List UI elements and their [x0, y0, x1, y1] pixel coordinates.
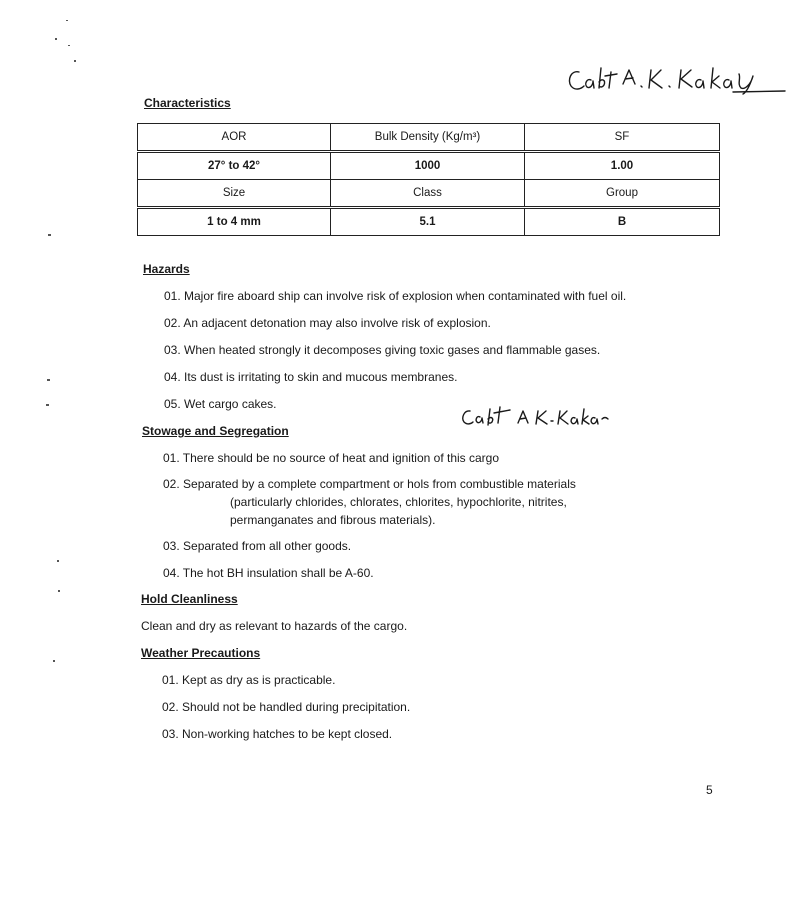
scan-speck	[74, 60, 76, 62]
list-item: 04. The hot BH insulation shall be A-60.	[163, 566, 374, 580]
table-cell: 1 to 4 mm	[138, 208, 331, 236]
scan-speck	[58, 590, 60, 592]
signature-mid-icon	[460, 405, 610, 429]
list-item: 03. Separated from all other goods.	[163, 539, 352, 553]
list-item: 01. Kept as dry as is practicable.	[162, 673, 336, 687]
scan-speck	[55, 38, 57, 40]
list-item: 03. Non-working hatches to be kept closed.	[162, 727, 393, 741]
table-row	[138, 180, 720, 208]
weather-heading: Weather Precautions	[141, 646, 261, 660]
table-cell: Group	[525, 180, 720, 208]
scan-speck	[46, 404, 49, 406]
list-item: 05. Wet cargo cakes.	[164, 397, 277, 411]
scan-speck	[53, 660, 55, 662]
characteristics-table	[137, 123, 720, 236]
hold-cleanliness-text: Clean and dry as relevant to hazards of the cargo.	[141, 619, 408, 633]
characteristics-heading: Characteristics	[144, 96, 231, 110]
list-item: 02. Should not be handled during precipitation.	[162, 700, 411, 714]
list-item: 02. Separated by a complete compartment or hols from combustible materials	[163, 477, 576, 491]
table-cell: AOR	[138, 124, 331, 152]
table-cell: Class	[331, 180, 525, 208]
scan-speck	[48, 234, 51, 236]
table-cell: SF	[525, 124, 720, 152]
scan-speck	[57, 560, 59, 562]
list-item-continuation: permanganates and fibrous materials).	[230, 513, 436, 527]
stowage-heading: Stowage and Segregation	[142, 424, 289, 438]
signature-top-icon	[565, 62, 787, 96]
list-item: 01. There should be no source of heat and ignition of this cargo	[163, 451, 500, 465]
table-cell: 1000	[331, 152, 525, 180]
scan-speck	[68, 45, 70, 46]
table-row	[138, 208, 720, 236]
table-cell: Size	[138, 180, 331, 208]
hold-cleanliness-heading: Hold Cleanliness	[141, 592, 238, 606]
list-item: 01. Major fire aboard ship can involve risk of explosion when contaminated with fuel oil.	[164, 289, 627, 303]
scan-speck	[66, 20, 68, 21]
list-item: 02. An adjacent detonation may also involve risk of explosion.	[164, 316, 491, 330]
list-item: 03. When heated strongly it decomposes giving toxic gases and flammable gases.	[164, 343, 601, 357]
table-cell: 27° to 42°	[138, 152, 331, 180]
list-item-continuation: (particularly chlorides, chlorates, chlorites, hypochlorite, nitrites,	[230, 495, 567, 509]
table-row	[138, 124, 720, 152]
table-cell: Bulk Density (Kg/m³)	[331, 124, 525, 152]
table-cell: B	[525, 208, 720, 236]
list-item: 04. Its dust is irritating to skin and mucous membranes.	[164, 370, 458, 384]
scan-speck	[47, 379, 50, 381]
hazards-heading: Hazards	[143, 262, 190, 276]
table-cell: 5.1	[331, 208, 525, 236]
table-row	[138, 152, 720, 180]
table-cell: 1.00	[525, 152, 720, 180]
page-number: 5	[706, 783, 713, 797]
